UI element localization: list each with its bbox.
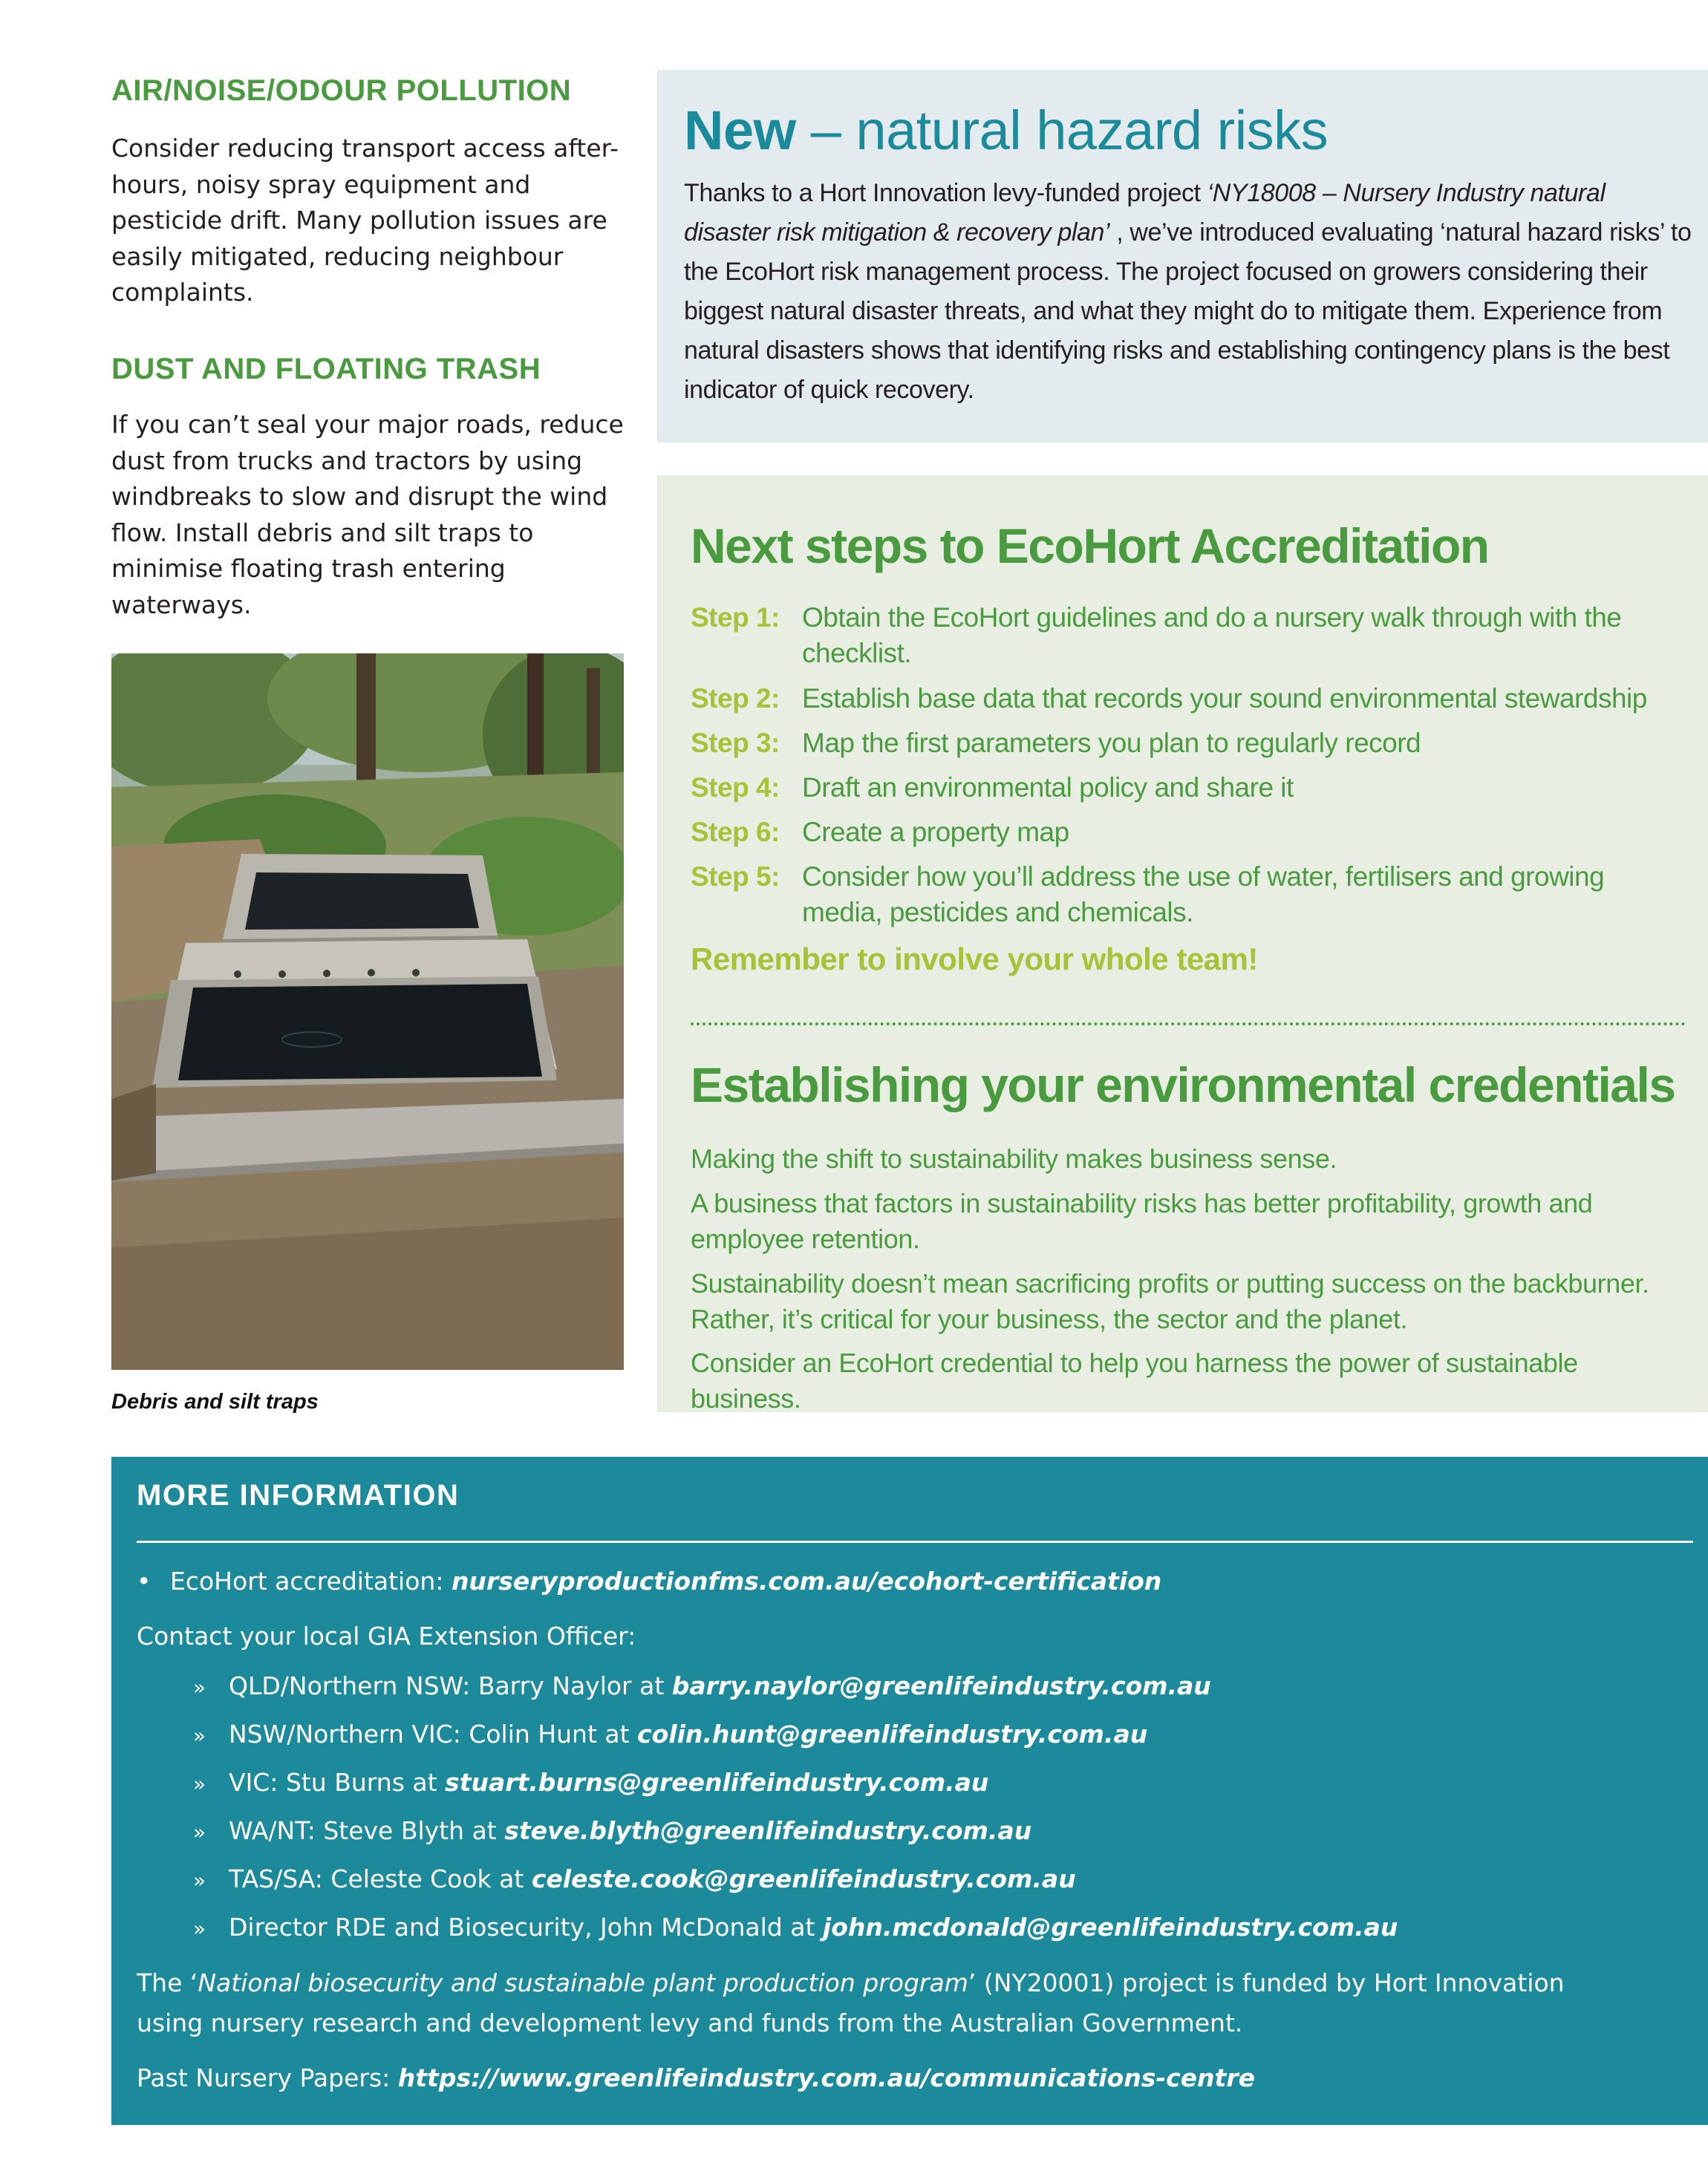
funding-text-1: The ‘ [137, 1968, 198, 1997]
hazard-text-2: , we’ve introduced evaluating ‘natural hazard risks’ to the EcoHort risk management process. The project focused on growers considering their biggest natural disaster threats, and what they might do to mitigate them. Experience from natural disasters shows that identifying risks and establishing contingency plans is the best indicator of quick recovery. [684, 218, 1692, 404]
contact-label: TAS/SA: Celeste Cook at [229, 1864, 532, 1893]
chevron-icon: » [193, 1772, 206, 1796]
contact-email-link[interactable]: colin.hunt@greenlifeindustry.com.au [637, 1720, 1148, 1749]
contact-item [193, 1859, 1076, 1901]
credentials-paragraph: Consider an EcoHort credential to help you harness the power of sustainable business. [691, 1348, 1578, 1414]
contact-label: VIC: Stu Burns at [229, 1768, 446, 1797]
hazard-title-new: New [684, 99, 796, 161]
hazard-paragraph [684, 174, 1694, 410]
chevron-icon: » [193, 1868, 206, 1893]
paragraph-dust-trash: If you can’t seal your major roads, reduce dust from trucks and tractors by using windbreaks to slow and disrupt the wind flow. Install debris and silt traps to minimise floating trash entering waterways. [111, 410, 624, 619]
step-label: Step 6: [691, 817, 780, 847]
heading-dust-trash: DUST AND FLOATING TRASH [111, 353, 541, 385]
step-text: Establish base data that records your sound environmental stewardship [802, 683, 1647, 714]
accreditation-label: EcoHort accreditation: [170, 1567, 452, 1596]
step-item [691, 725, 1686, 761]
paragraph-air-noise-odour: Consider reducing transport access after-hours, noisy spray equipment and pesticide drift. Many pollution issues are easily mitigated, reducing neighbour complaints. [111, 134, 619, 307]
credentials-title: Establishing your environmental credentials [691, 1057, 1675, 1112]
contact-item [193, 1666, 1211, 1708]
contact-item [193, 1714, 1147, 1756]
contact-item [193, 1763, 988, 1804]
more-info-heading: MORE INFORMATION [137, 1479, 460, 1512]
contact-email-link[interactable]: stuart.burns@greenlifeindustry.com.au [445, 1768, 989, 1797]
contact-intro: Contact your local GIA Extension Officer: [137, 1622, 636, 1651]
contact-email-link[interactable]: john.mcdonald@greenlifeindustry.com.au [822, 1913, 1398, 1942]
step-text: Map the first parameters you plan to regularly record [802, 728, 1421, 758]
step-label: Step 3: [691, 728, 780, 758]
step-item [691, 815, 1686, 850]
natural-hazard-box [657, 70, 1708, 443]
past-papers-label: Past Nursery Papers: [137, 2063, 398, 2092]
funding-statement-line2: using nursery research and development levy and funds from the Australian Government. [137, 2008, 1243, 2037]
chevron-icon: » [193, 1723, 206, 1748]
hazard-title [684, 101, 1708, 160]
step-text: Draft an environmental policy and share it [802, 772, 1294, 803]
hazard-text-1: Thanks to a Hort Innovation levy-funded project [684, 179, 1207, 207]
more-info-rule [137, 1541, 1693, 1543]
contact-label: WA/NT: Steve Blyth at [229, 1816, 505, 1845]
credentials-paragraph: A business that factors in sustainability risks has better profitability, growth and employee retention. [691, 1188, 1593, 1254]
funding-text-2: ’ (NY20001) project is funded by Hort Innovation [968, 1968, 1565, 1997]
next-steps-title: Next steps to EcoHort Accreditation [691, 518, 1489, 573]
step-text: Consider how you’ll address the use of water, fertilisers and growing media, pesticides and chemicals. [802, 861, 1605, 927]
hazard-project-name: ‘NY18008 – Nursery Industry natural disaster risk mitigation & recovery plan’ [684, 179, 1606, 247]
credentials-paragraph: Sustainability doesn’t mean sacrificing profits or putting success on the backburner. Rather, it’s critical for your business, the sector and the planet. [691, 1268, 1649, 1334]
past-papers-link[interactable]: https://www.greenlifeindustry.com.au/communications-centre [397, 2063, 1255, 2092]
accreditation-link[interactable]: nurseryproductionfms.com.au/ecohort-certification [451, 1567, 1162, 1596]
accreditation-line [137, 1561, 1161, 1602]
contact-email-link[interactable]: barry.naylor@greenlifeindustry.com.au [671, 1671, 1211, 1700]
contact-item [193, 1907, 1398, 1949]
ecohort-steps-box [657, 475, 1708, 1412]
silt-trap-photo [111, 653, 624, 1370]
dotted-divider [691, 1022, 1686, 1025]
remember-note: Remember to involve your whole team! [691, 941, 1258, 976]
funding-statement-line1 [137, 1963, 1565, 2003]
contact-label: Director RDE and Biosecurity, John McDonald at [229, 1913, 823, 1942]
heading-air-noise-odour: AIR/NOISE/ODOUR POLLUTION [111, 74, 572, 107]
step-label: Step 2: [691, 683, 780, 714]
past-papers-line [137, 2058, 1255, 2098]
step-text: Create a property map [802, 817, 1069, 847]
contact-item [193, 1811, 1031, 1853]
more-information-box [111, 1457, 1708, 2125]
chevron-icon: » [193, 1820, 206, 1844]
step-label: Step 5: [691, 861, 780, 892]
credentials-paragraph: Making the shift to sustainability makes business sense. [691, 1143, 1337, 1174]
step-label: Step 1: [691, 602, 780, 633]
program-name: National biosecurity and sustainable plant production program [198, 1968, 968, 1997]
contact-email-link[interactable]: celeste.cook@greenlifeindustry.com.au [531, 1864, 1076, 1893]
step-item [691, 681, 1686, 717]
step-item [691, 770, 1686, 806]
hazard-title-rest: – natural hazard risks [795, 99, 1329, 161]
contact-email-link[interactable]: steve.blyth@greenlifeindustry.com.au [504, 1816, 1032, 1845]
contact-label: QLD/Northern NSW: Barry Naylor at [229, 1671, 672, 1700]
chevron-icon: » [193, 1916, 206, 1941]
step-label: Step 4: [691, 772, 780, 803]
contact-label: NSW/Northern VIC: Colin Hunt at [229, 1720, 638, 1749]
step-item [691, 600, 1686, 671]
chevron-icon: » [193, 1675, 206, 1700]
step-item [691, 859, 1686, 930]
bullet-marker: • [137, 1567, 151, 1596]
step-text: Obtain the EcoHort guidelines and do a nursery walk through with the checklist. [802, 602, 1622, 668]
photo-caption: Debris and silt traps [111, 1390, 319, 1414]
